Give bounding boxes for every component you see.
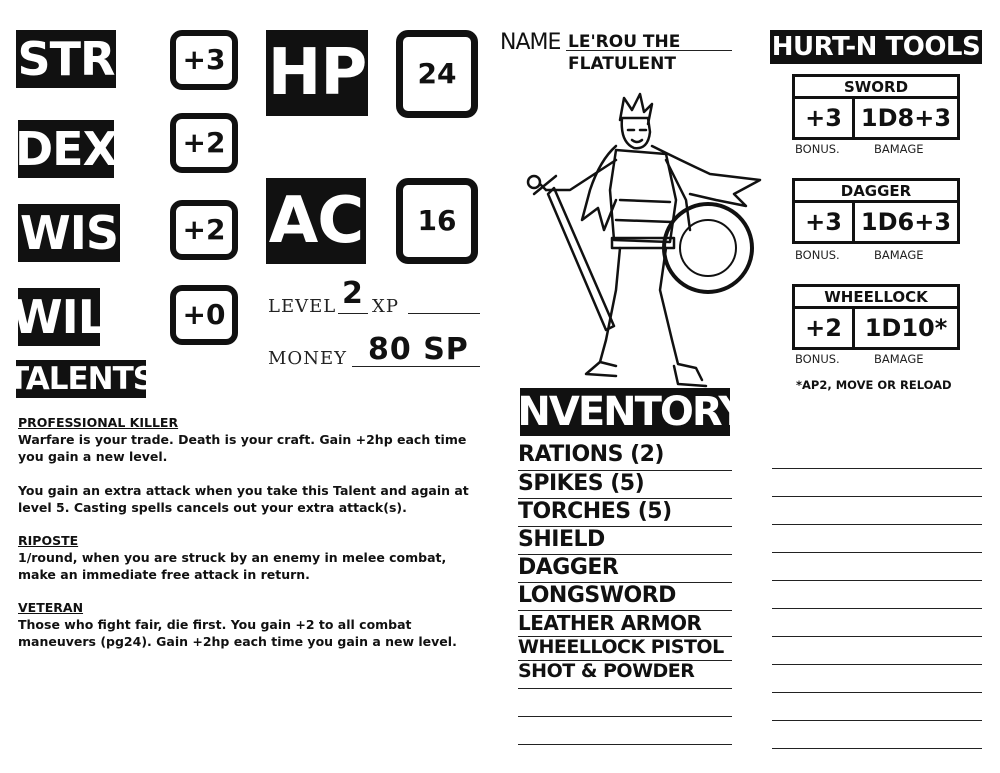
notes-line[interactable]	[772, 580, 982, 581]
level-line	[338, 313, 368, 314]
weapon-card-wheellock[interactable]	[792, 284, 960, 350]
dex-value[interactable]: +2	[170, 113, 238, 173]
hp-value[interactable]: 24	[396, 30, 478, 118]
level-label: LEVEL	[268, 296, 337, 317]
str-value[interactable]: +3	[170, 30, 238, 90]
money-line	[352, 366, 480, 367]
notes-line[interactable]	[772, 608, 982, 609]
talent-text: Those who fight fair, die first. You gain +2 to all combat maneuvers (pg24). Gain +2hp each time you gain a new level.	[18, 617, 457, 649]
bonus-caption: BONUS.	[795, 248, 840, 262]
notes-line[interactable]	[772, 692, 982, 693]
talent-professional-killer	[18, 414, 488, 516]
talent-riposte	[18, 532, 488, 583]
name-line	[566, 50, 732, 51]
notes-line[interactable]	[772, 720, 982, 721]
dex-label: DEX	[14, 122, 118, 176]
wis-value[interactable]: +2	[170, 200, 238, 260]
weapon-name: WHEELLOCK	[795, 287, 957, 309]
notes-line[interactable]	[772, 636, 982, 637]
talent-veteran	[18, 599, 488, 650]
notes-line[interactable]	[772, 468, 982, 469]
name-line2[interactable]: FLATULENT	[568, 54, 676, 74]
inventory-title: INVENTORY	[504, 389, 746, 435]
bonus-caption: BONUS.	[795, 142, 840, 156]
weapon-name: DAGGER	[795, 181, 957, 203]
damage-caption: BAMAGE	[874, 248, 924, 262]
notes-line[interactable]	[772, 496, 982, 497]
inventory-item[interactable]: SHIELD	[518, 527, 605, 552]
inventory-item[interactable]: RATIONS (2)	[518, 442, 664, 467]
inventory-item[interactable]: LONGSWORD	[518, 583, 676, 608]
tools-title: HURT-N TOOLS	[771, 32, 981, 62]
character-illustration	[520, 90, 770, 390]
inventory-item[interactable]: LEATHER ARMOR	[518, 611, 702, 635]
wil-value[interactable]: +0	[170, 285, 238, 345]
xp-line[interactable]	[408, 313, 480, 314]
inventory-item[interactable]: WHEELLOCK PISTOL	[518, 636, 724, 658]
weapon-name: SWORD	[795, 77, 957, 99]
talents-list	[18, 414, 488, 666]
inventory-line[interactable]	[518, 744, 732, 745]
talent-text: 1/round, when you are struck by an enemy in melee combat, make an immediate free attack in return.	[18, 550, 447, 582]
talent-heading: PROFESSIONAL KILLER	[18, 415, 179, 430]
weapon-damage[interactable]: 1D10*	[864, 314, 948, 342]
talent-text: You gain an extra attack when you take this Talent and again at level 5. Casting spells cancels out your extra attack(s).	[18, 483, 469, 515]
weapon-bonus[interactable]: +3	[795, 99, 855, 137]
level-value[interactable]: 2	[342, 276, 363, 311]
weapon-card-dagger[interactable]	[792, 178, 960, 244]
damage-caption: BAMAGE	[874, 352, 924, 366]
notes-line[interactable]	[772, 748, 982, 749]
money-value[interactable]: 80 SP	[368, 332, 469, 367]
damage-caption: BAMAGE	[874, 142, 924, 156]
bonus-caption: BONUS.	[795, 352, 840, 366]
ac-label: AC	[266, 178, 366, 264]
weapon-card-sword[interactable]	[792, 74, 960, 140]
talent-heading: RIPOSTE	[18, 533, 79, 548]
talents-title: TALENTS	[7, 360, 155, 397]
hp-label: HP	[266, 30, 368, 116]
inventory-line[interactable]	[518, 716, 732, 717]
inventory-item[interactable]: DAGGER	[518, 555, 619, 580]
money-label: MONEY	[268, 348, 347, 369]
inventory-item[interactable]: SPIKES (5)	[518, 471, 645, 496]
name-label: NAME	[500, 30, 561, 55]
wheellock-note: *AP2, MOVE OR RELOAD	[796, 378, 952, 392]
weapon-damage[interactable]: 1D8+3	[860, 104, 952, 132]
xp-label: XP	[372, 296, 399, 317]
inventory-line[interactable]	[518, 688, 732, 689]
notes-line[interactable]	[772, 524, 982, 525]
str-label: STR	[17, 32, 115, 86]
inventory-item[interactable]: SHOT & POWDER	[518, 660, 695, 682]
weapon-bonus[interactable]: +3	[795, 203, 855, 241]
wil-label: WIL	[11, 290, 107, 344]
wis-label: WIS	[18, 204, 120, 262]
ac-value[interactable]: 16	[396, 178, 478, 264]
name-line1[interactable]: LE'ROU THE	[568, 32, 681, 52]
notes-line[interactable]	[772, 552, 982, 553]
weapon-bonus[interactable]: +2	[795, 309, 855, 347]
inventory-item[interactable]: TORCHES (5)	[518, 499, 672, 524]
talent-text: Warfare is your trade. Death is your craft. Gain +2hp each time you gain a new level.	[18, 432, 467, 464]
weapon-damage[interactable]: 1D6+3	[860, 208, 952, 236]
notes-line[interactable]	[772, 664, 982, 665]
talent-heading: VETERAN	[18, 600, 84, 615]
